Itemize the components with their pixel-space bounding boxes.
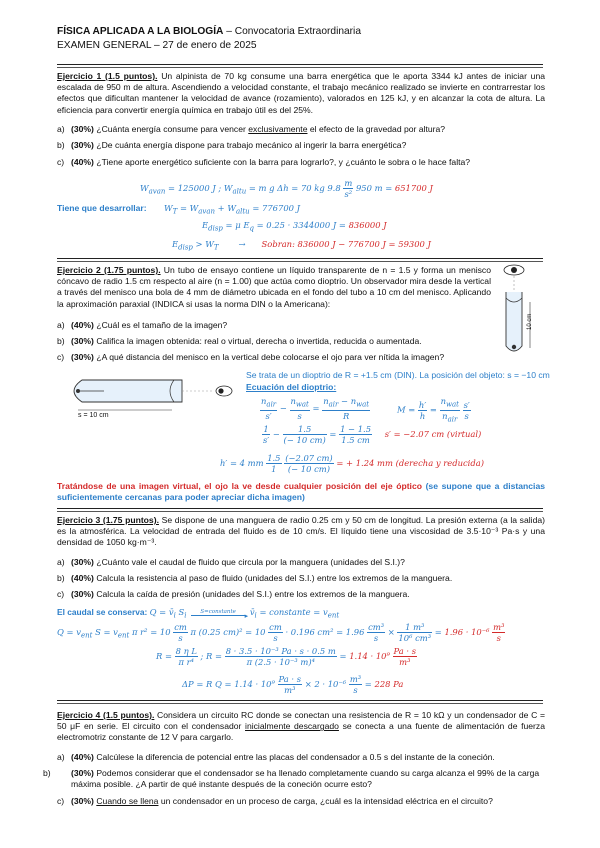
question-label: a)	[57, 320, 65, 330]
exercise-4-heading: Ejercicio 4 (1.5 puntos).	[57, 710, 155, 720]
frac-num	[260, 396, 277, 410]
eq-sub: ent	[80, 631, 93, 640]
ex2-solution-line-1: Se trata de un dioptrio de R = +1.5 cm (DIN). La posición del objeto: s = −10 cm	[246, 370, 550, 380]
frac-den: s	[464, 410, 469, 421]
eq-text: · 0.196 cm² = 1.96	[282, 627, 368, 637]
eq-text: > W	[192, 239, 214, 249]
frac-num: m	[344, 178, 353, 188]
eq-text: E	[172, 239, 179, 249]
eq-fraction	[393, 646, 418, 667]
frac-num: 1 m³	[405, 622, 425, 632]
eye-icon	[504, 265, 524, 275]
eq-sub: ent	[117, 631, 130, 640]
eq-result	[349, 646, 417, 667]
ex2-conclusion	[57, 481, 545, 503]
eq-text: Q = v	[57, 627, 81, 637]
eq-result-value: 1.96 · 10⁻⁶	[444, 627, 493, 637]
frac-num: 1 − 1.5	[340, 424, 372, 434]
frac-num: h′	[418, 399, 427, 410]
question-text: Calcúlese la diferencia de potencial entre las placas del condensador a 0.5 s del instante de la coneción.	[93, 752, 495, 762]
eq-text: v̄	[249, 607, 255, 617]
frac-den: π r⁴	[175, 656, 198, 667]
eq-sub: wat	[356, 400, 370, 409]
question-weight: (30%)	[71, 796, 94, 806]
question-text: un condensador en un proceso de carga, ¿cuál es la intensidad eléctrica en el circuito?	[158, 796, 493, 806]
eq-text: M =	[397, 404, 418, 415]
exam-title	[57, 25, 361, 39]
eq-text: = 125000 J ;	[165, 183, 224, 193]
question-label: c)	[57, 352, 65, 362]
eq-sub: i	[184, 611, 187, 620]
divider	[57, 700, 543, 701]
ex1-solution-line-2	[164, 203, 300, 216]
question-label: b)	[57, 573, 65, 583]
question-weight: (30%)	[71, 140, 94, 150]
eq-text: = constante = v	[256, 607, 328, 617]
exercise-1-statement	[57, 71, 545, 116]
eq-sub: wat	[445, 400, 459, 409]
question-label: a)	[57, 124, 65, 134]
exercise-3-question-a	[57, 557, 545, 568]
eq-text: ×	[385, 627, 398, 637]
frac-den: 1	[266, 463, 281, 474]
frac-den: s	[367, 632, 385, 643]
eq-fraction	[173, 622, 188, 643]
eq-text: =	[336, 651, 350, 661]
eq-result-value: 1.14 · 10⁹	[349, 651, 393, 661]
frac-den: s	[290, 410, 310, 421]
exercise-4-underlined: inicialmente descargado	[245, 721, 339, 732]
frac-num: Pa · s	[393, 646, 417, 656]
eq-text: S = v	[92, 627, 118, 637]
question-text: ¿A qué distancia del menisco en la vertical debe colocarse el ojo para ver nítida la imagen?	[93, 352, 445, 362]
eq-fraction	[283, 424, 327, 445]
eq-text: ΔP = R Q = 1.14 · 10⁹	[182, 679, 278, 689]
question-weight: (30%)	[71, 336, 94, 346]
frac-den: 1.5 cm	[339, 434, 372, 445]
frac-num: cm³	[368, 622, 385, 632]
question-text: Calcula la resistencia al paso de fluido (unidades del S.I.) entre los extremos de la manguera.	[93, 573, 453, 583]
question-text: Calcula la caída de presión (unidades del S.I.) entre los extremos de la manguera.	[93, 589, 410, 599]
eq-sub: avan	[148, 187, 166, 196]
frac-num: 8 · 3.5 · 10⁻³ Pa · s · 0.5 m	[225, 646, 336, 656]
exercise-4-text: Considera un circuito RC donde se conectan una resistencia de R = 10 kΩ y un condensador de C = 50 μF en serie. El circuito con el condensador	[57, 710, 546, 732]
exercise-3-statement	[57, 515, 545, 549]
question-label: c)	[57, 589, 65, 599]
arrow-label: S=constante	[200, 609, 236, 615]
frac-num	[290, 396, 310, 410]
eq-text: × 2 · 10⁻⁶	[302, 679, 349, 689]
ex2-solution-eq-title: Ecuación del dioptrio:	[246, 382, 337, 392]
question-weight: (30%)	[71, 352, 94, 362]
eq-fraction	[418, 400, 427, 421]
frac-num: 8 η L	[175, 646, 197, 656]
ex1-solution-line-1	[140, 178, 433, 199]
frac-num	[322, 396, 370, 410]
question-underlined: Cuando se llena	[96, 796, 159, 806]
question-label: b)	[43, 768, 51, 778]
eq-text: n	[440, 396, 446, 406]
eq-text: = 0.25 · 3344000 J =	[253, 220, 349, 230]
exercise-3-text: Se dispone de una manguera de radio 0.25 cm y 50 cm de longitud. La presión externa (a la salida) es la atmosférica. La velocidad de entrada del fluido es de 10 cm/s. El líquido tiene una viscosidad de 3.5·10⁻³ Pa·s y una densidad de 1050 kg·m⁻³.	[57, 515, 545, 548]
question-weight: (40%)	[71, 573, 94, 583]
conclusion-note: (se supone que a distancias suficientemente cercanas para poder apreciar dicha imagen)	[57, 481, 546, 503]
resistance-equation	[156, 646, 417, 667]
exercise-4-question-c	[57, 796, 545, 807]
implies-arrow: S=constante ▸	[189, 609, 247, 616]
divider	[57, 67, 543, 68]
eq-text: = 776700 J	[249, 203, 301, 213]
eq-fraction	[343, 178, 353, 199]
divider	[57, 508, 543, 509]
exercise-4-statement	[57, 710, 545, 744]
eq-fraction	[225, 646, 337, 667]
question-label: c)	[57, 796, 65, 806]
frac-num: (−2.07 cm)	[285, 453, 333, 463]
figure-label-10cm: 10 cm	[527, 313, 533, 330]
eq-fraction	[397, 622, 432, 643]
eq-text: S	[175, 607, 185, 617]
eq-text: n	[442, 410, 448, 421]
image-size-equation	[220, 453, 484, 474]
eq-sub: air	[328, 400, 339, 409]
eq-text: = m g Δh = 70 kg 9.8	[246, 183, 344, 193]
vertical-tube-figure	[492, 262, 548, 358]
exercise-1-text: Un alpinista de 70 kg consume una barra energética que le aporta 3344 kJ antes de iniciar una escalada de 950 m de altura. Ascendiendo a velocidad constante, el trabajo mecánico realizado se invierte en contrarrestar los efectos que dificultan mantener la velocidad de avance (rozamiento), valorados en 125 kJ, y en alcanzar la cota de altura. La eficiencia para convertir energía química en trabajo útil es del 25%.	[57, 71, 546, 115]
exercise-2-question-b	[57, 336, 545, 347]
divider	[57, 64, 543, 65]
question-label: b)	[57, 140, 65, 150]
magnification-equation: M = $\frac{h'}{h}$ = $\frac{n_{wat}}{n_{air}}$ $\frac{s'}{s}$	[397, 396, 470, 424]
frac-den: s′	[263, 435, 270, 445]
divider	[57, 261, 543, 262]
image-position-equation: $\frac{1}{s'}$ − $\frac{1.5}{(- 10 cm)}$ = $\frac{1 - 1.5}{1.5 cm}$ s′ = −2.07 cm (virtual)	[263, 424, 482, 445]
frac-den: m³	[278, 684, 303, 695]
exercise-2-text: Un tubo de ensayo contiene un líquido transparente de n = 1.5 y forma un menisco cóncavo de radio 1.5 cm respecto al aire (n = 1.00) que actúa como dioptrio. Un observador mira desde la vertical a través del menisco una bola de 4 mm de diámetro ubicada en el fondo del tubo a 10 cm del menisco. Aplicando la aproximación paraxial (INDICA si usas la norma DIN o la Americana):	[57, 265, 492, 309]
exercise-2-question-c	[57, 352, 545, 363]
eq-text: W	[223, 183, 233, 193]
eq-fraction	[290, 396, 310, 421]
eq-fraction	[463, 400, 471, 421]
frac-den: (− 10 cm)	[284, 463, 334, 474]
exercise-3-question-c	[57, 589, 545, 600]
eq-fraction	[492, 622, 505, 643]
frac-num: m³	[349, 674, 362, 684]
ex1-solution-line-3	[202, 220, 387, 233]
eq-result	[444, 622, 505, 643]
ex3-continuity-line	[57, 607, 339, 620]
frac-den: (− 10 cm)	[283, 435, 326, 445]
eq-text: W	[140, 183, 149, 193]
eq-text: =	[432, 627, 445, 637]
eq-fraction	[278, 674, 303, 695]
eq-sub: disp	[208, 224, 223, 233]
divider	[57, 703, 543, 704]
eq-text: Sobran: 836000 J − 776700 J =	[261, 239, 399, 249]
question-underlined: exclusivamente	[248, 124, 308, 134]
frac-den: R	[322, 410, 370, 421]
question-label: c)	[57, 157, 65, 167]
frac-den: m³	[393, 656, 418, 667]
exercise-4-text: se conecta a una fuente de alimentación de fuerza electromotriz constante de 12 V para cargarlo.	[57, 721, 545, 743]
eq-sub: altu	[232, 187, 247, 196]
exercise-2-question-a	[57, 320, 545, 331]
frac-num: cm	[269, 622, 282, 632]
eq-fraction	[175, 646, 198, 667]
eq-fraction	[262, 424, 270, 445]
question-text: Podemos considerar que el condensador se ha llenado completamente cuando su carga alcanza el 99% de la carga máxima posible. ¿A partir de qué instante después de la coneción ocurre esto?	[71, 768, 540, 790]
eq-text: =	[362, 679, 375, 689]
exam-call: – Convocatoria Extraordinaria	[223, 26, 361, 37]
exam-subtitle: EXAMEN GENERAL – 27 de enero de 2025	[57, 40, 257, 51]
exercise-4-question-a	[57, 752, 545, 763]
question-text: ¿Cuánta energía consume para vencer	[93, 124, 249, 134]
frac-den: s	[268, 632, 283, 643]
exercise-3-question-b	[57, 573, 545, 584]
eq-sub: i	[173, 611, 176, 620]
eq-sub: wat	[295, 400, 309, 409]
eq-result: 651700 J	[394, 183, 433, 193]
frac-den: s²	[344, 189, 353, 199]
question-weight: (30%)	[71, 124, 94, 134]
frac-num: s′	[463, 399, 470, 410]
eq-text: = μ E	[222, 220, 250, 230]
eq-fraction	[266, 453, 281, 474]
arrow-icon: →	[238, 239, 246, 249]
eq-fraction	[260, 396, 277, 421]
divider	[57, 258, 543, 259]
eq-text: π (0.25 cm)² = 10	[187, 627, 269, 637]
eq-text: n	[323, 396, 329, 406]
eq-fraction	[284, 453, 334, 474]
question-text: ¿Tiene aporte energético suficiente con la barra para lograrlo?, y ¿cuánto le sobra o le hace falta?	[93, 157, 471, 167]
frac-den: s	[492, 632, 505, 643]
question-weight: (30%)	[71, 557, 94, 567]
eq-result: 228 Pa	[374, 679, 404, 689]
eq-text: = W	[177, 203, 199, 213]
exercise-1-question-b	[57, 140, 545, 151]
eq-text: + W	[215, 203, 236, 213]
eq-text: n	[261, 396, 267, 406]
eq-fraction	[367, 622, 385, 643]
eq-result: 59300 J	[398, 239, 431, 249]
conclusion-text: Tratándose de una imagen virtual, el ojo la ve desde cualquier posición del eje óptico	[57, 481, 422, 491]
question-label: a)	[57, 557, 65, 567]
eq-label: El caudal se conserva:	[57, 607, 150, 617]
eq-sub: ent	[327, 611, 340, 620]
frac-num: 1.5	[267, 453, 281, 463]
pressure-drop-equation	[182, 674, 403, 695]
subject-name: FÍSICA APLICADA A LA BIOLOGÍA	[57, 26, 224, 37]
eq-sub: disp	[178, 243, 193, 252]
eq-sub: T	[213, 243, 219, 252]
question-text: ¿De cuánta energía dispone para trabajo mecánico al ingerir la barra energética?	[93, 140, 407, 150]
eye-icon	[216, 386, 232, 396]
test-tube	[506, 292, 522, 351]
eq-sub: T	[172, 207, 178, 216]
question-text: ¿Cuál es el tamaño de la imagen?	[93, 320, 228, 330]
question-weight: (30%)	[71, 589, 94, 599]
frac-den	[440, 410, 460, 425]
question-label: a)	[57, 752, 65, 762]
frac-num: cm	[174, 622, 187, 632]
question-label: b)	[57, 336, 65, 346]
ex1-solution-label: Tiene que desarrollar:	[57, 203, 147, 213]
frac-num: 1.5	[297, 424, 312, 434]
frac-den: 10⁶ cm³	[398, 633, 432, 643]
divider	[57, 511, 543, 512]
frac-num: m³	[493, 622, 505, 632]
exercise-1-question-a	[57, 124, 545, 135]
eq-sub: i	[254, 611, 257, 620]
question-weight: (30%)	[71, 768, 94, 778]
exercise-2-heading: Ejercicio 2 (1.75 puntos).	[57, 265, 161, 275]
frac-den: π (2.5 · 10⁻³ m)⁴	[225, 656, 337, 667]
exercise-1-question-c	[57, 157, 545, 168]
eq-text: R =	[156, 651, 175, 661]
exercise-3-heading: Ejercicio 3 (1.75 puntos).	[57, 515, 159, 525]
eq-fraction	[322, 396, 370, 421]
frac-den: s	[349, 684, 362, 695]
eq-result: 836000 J	[348, 220, 387, 230]
eq-result: = + 1.24 mm (derecha y reducida)	[336, 458, 484, 468]
eq-result: s′ = −2.07 cm (virtual)	[384, 429, 482, 439]
eq-sub: air	[266, 400, 277, 409]
question-weight: (40%)	[71, 752, 94, 762]
eq-text: 950 m =	[353, 183, 395, 193]
frac-den: s′	[260, 410, 277, 421]
frac-den: s	[173, 632, 188, 643]
eq-fraction	[268, 622, 283, 643]
ball	[512, 345, 516, 349]
question-weight: (40%)	[71, 320, 94, 330]
flow-rate-equation	[57, 622, 505, 643]
dioptre-equation: $\frac{n_{air}}{s'}$ − $\frac{n_{wat}}{s}$ = $\frac{n_{air} - n_{wat}}{R}$	[261, 396, 370, 421]
eq-text: h′ = 4 mm	[220, 458, 267, 468]
eq-sub: avan	[198, 207, 216, 216]
eq-text: ; R =	[197, 651, 225, 661]
eq-sub: altu	[235, 207, 250, 216]
eq-fraction	[339, 424, 372, 445]
eq-sub: air	[447, 415, 458, 424]
frac-num	[440, 396, 460, 410]
ex1-solution-line-4	[172, 239, 431, 252]
eq-text: W	[164, 203, 173, 213]
question-weight: (40%)	[71, 157, 94, 167]
eq-text: − n	[338, 396, 357, 406]
eq-sub: q	[249, 224, 254, 233]
figure-label-s: s = 10 cm	[78, 412, 109, 419]
frac-den: h	[419, 410, 426, 421]
exercise-1-heading: Ejercicio 1 (1.5 puntos).	[57, 71, 158, 81]
frac-num: 1	[263, 424, 269, 434]
question-text: Califica la imagen obtenida: real o virtual, derecha o invertida, reducida o aumentada.	[93, 336, 422, 346]
question-text: el efecto de la gravedad por altura?	[307, 124, 446, 134]
exercise-2-statement	[57, 265, 491, 310]
exercise-4-question-b	[43, 768, 545, 791]
eq-text: E	[202, 220, 209, 230]
eq-fraction	[440, 396, 460, 424]
header	[57, 25, 361, 53]
eq-fraction	[349, 674, 362, 695]
eq-text: Q = v̄	[149, 607, 174, 617]
eq-text: n	[290, 396, 296, 406]
eq-text: π r² = 10	[129, 627, 174, 637]
frac-num: Pa · s	[278, 674, 302, 684]
question-text: ¿Cuánto vale el caudal de fluido que circula por la manguera (unidades del S.I.)?	[93, 557, 405, 567]
